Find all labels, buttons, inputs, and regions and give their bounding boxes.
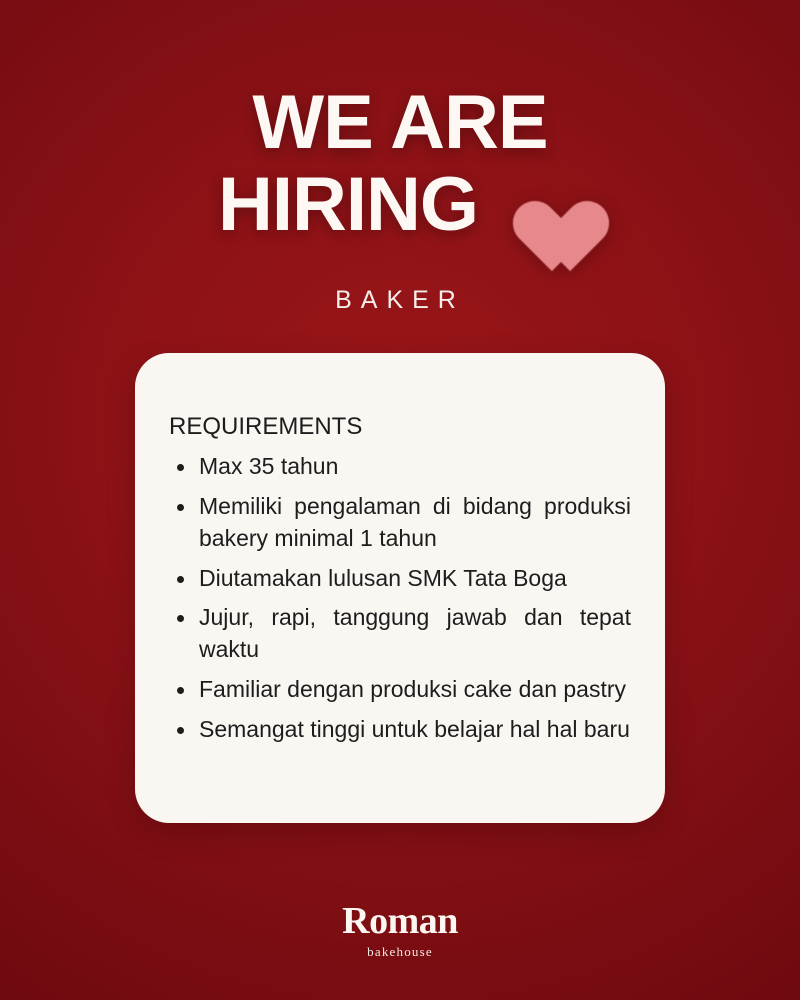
heart-icon [496, 172, 582, 250]
brand-name: Roman [342, 900, 458, 942]
list-item: Familiar dengan produksi cake dan pastry [165, 674, 631, 706]
requirements-list [165, 451, 631, 745]
list-item: Max 35 tahun [165, 451, 631, 483]
list-item: Memiliki pengalaman di bidang produksi bakery minimal 1 tahun [165, 491, 631, 554]
list-item: Diutamakan lulusan SMK Tata Boga [165, 563, 631, 595]
headline-line-2: HIRING [218, 162, 478, 248]
headline-line-1: WE ARE [252, 80, 548, 165]
list-item: Jujur, rapi, tanggung jawab dan tepat waktu [165, 602, 631, 665]
headline-row [218, 160, 582, 250]
requirements-heading: REQUIREMENTS [169, 413, 363, 441]
requirements-card [135, 353, 665, 823]
job-title: BAKER [335, 286, 465, 315]
list-item: Semangat tinggi untuk belajar hal hal baru [165, 714, 631, 746]
brand-logo [0, 902, 800, 960]
headline-block [0, 80, 800, 250]
brand-tagline: bakehouse [367, 944, 433, 959]
